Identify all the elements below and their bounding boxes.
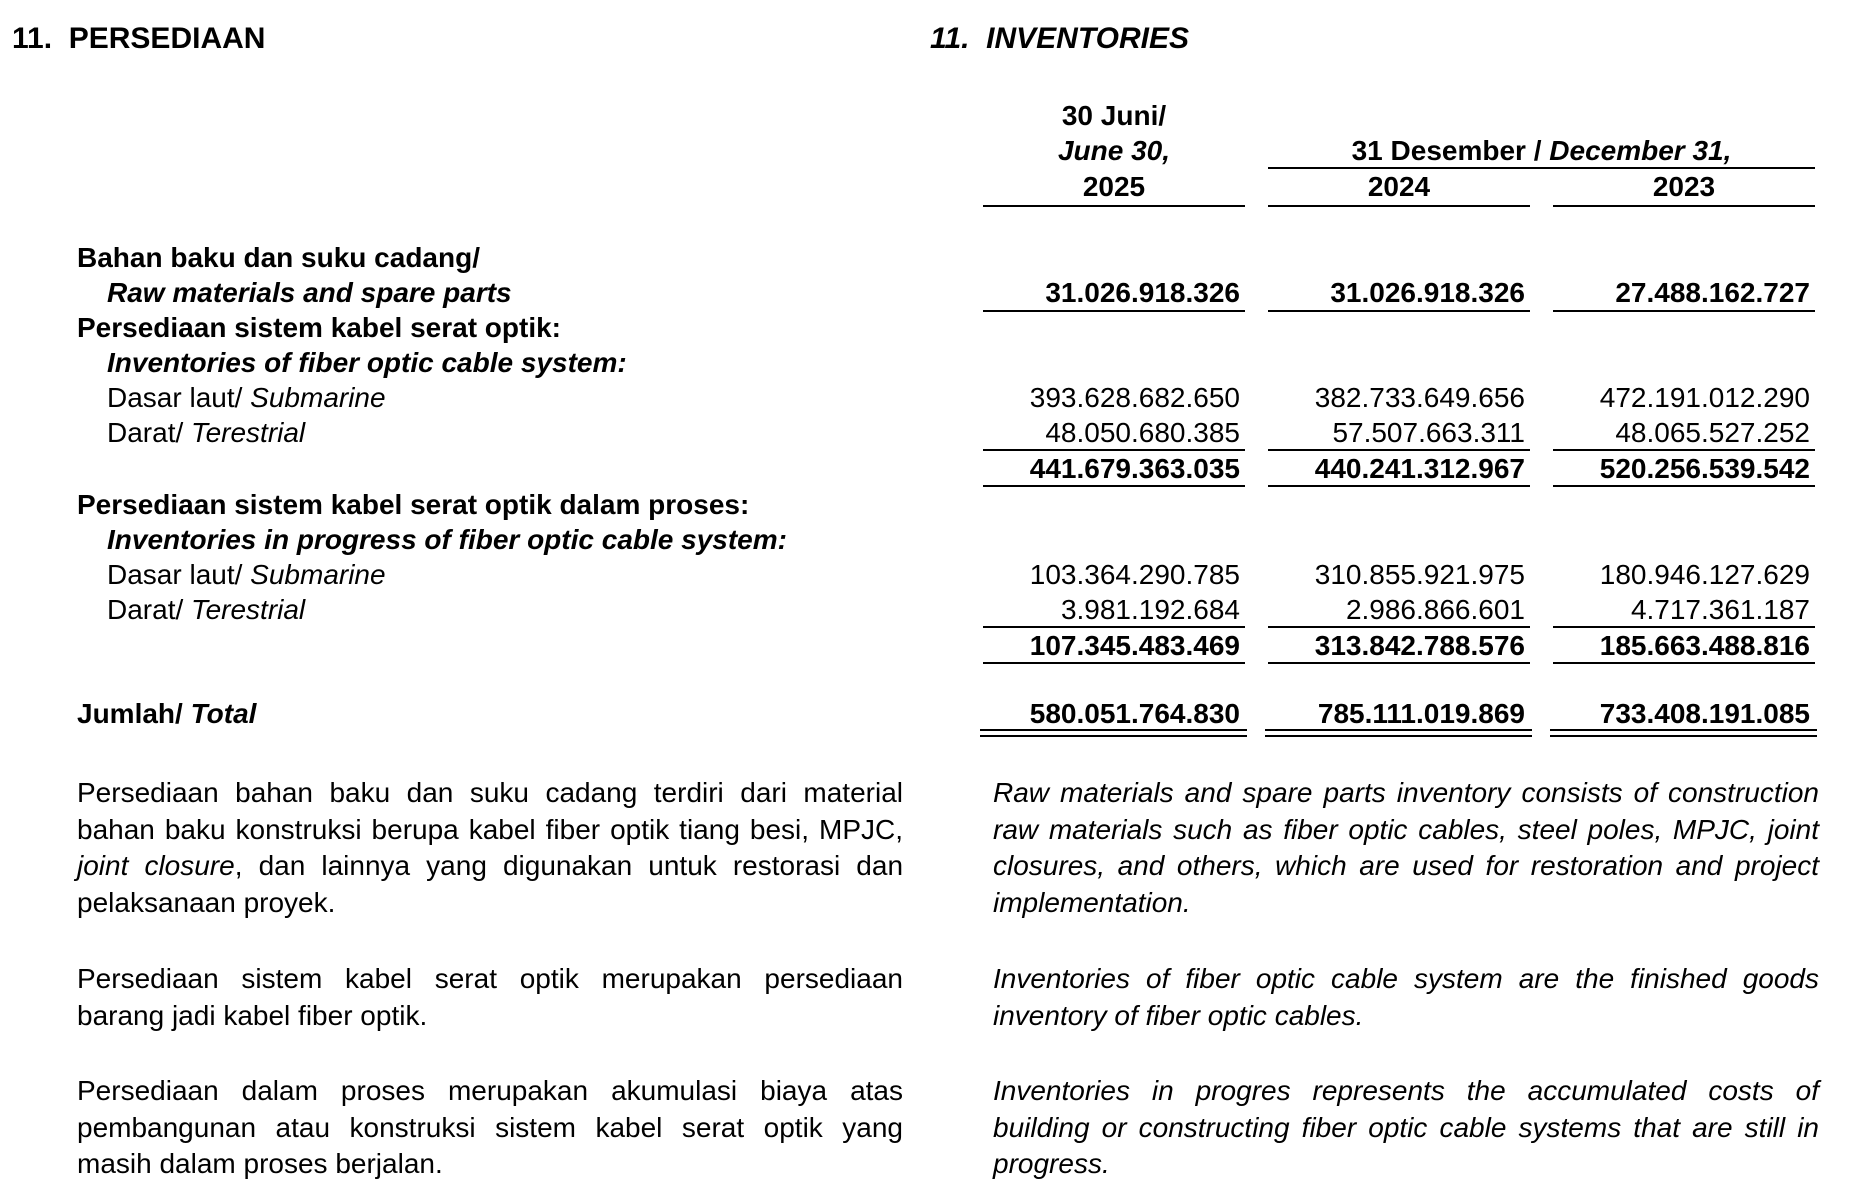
row-wip-label-id: Persediaan sistem kabel serat optik dalam proses: <box>77 489 750 520</box>
note-raw-id-part1: Persediaan bahan baku dan suku cadang terdiri dari material bahan baku konstruksi berupa kabel fiber optik tiang besi, MPJC, <box>77 777 903 845</box>
row-wip-total-2025: 107.345.483.469 <box>1029 630 1240 661</box>
row-fos-submarine-label-id: Dasar laut/ <box>107 382 251 413</box>
rule-raw-col3 <box>1553 310 1815 312</box>
row-fos-submarine-label <box>107 380 386 415</box>
row-fos-terestrial-label-id: Darat/ <box>107 417 192 448</box>
double-rule-col2 <box>1265 729 1532 737</box>
section-title-id: PERSEDIAAN <box>68 22 266 55</box>
row-total-2023: 733.408.191.085 <box>1599 698 1810 729</box>
section-title-en: INVENTORIES <box>986 22 1189 55</box>
row-fos-terestrial-2023: 48.065.527.252 <box>1615 417 1810 448</box>
double-rule-col1 <box>980 729 1247 737</box>
rule-fos-total-col1 <box>983 485 1245 487</box>
row-wip-terestrial-2024: 2.986.866.601 <box>1345 594 1525 625</box>
row-fos-submarine-2024: 382.733.649.656 <box>1314 382 1525 413</box>
note-raw-id-part2: , dan lainnya yang digunakan untuk restorasi dan pelaksanaan proyek. <box>77 850 904 918</box>
group-header-id: 31 Desember / <box>1351 135 1550 166</box>
rule-wip-total-col3 <box>1553 662 1815 664</box>
note-fos-en: Inventories of fiber optic cable system are the finished goods inventory of fiber optic cables. <box>993 963 1819 1031</box>
row-total-label-id: Jumlah/ <box>77 698 191 729</box>
row-raw-label-en: Raw materials and spare parts <box>107 277 512 308</box>
col1-header-rule <box>983 205 1245 207</box>
row-wip-terestrial-label-id: Darat/ <box>107 594 192 625</box>
note-wip-en: Inventories in progres represents the accumulated costs of building or constructing fiber optic cable systems that are still in progress. <box>993 1075 1819 1179</box>
col1-header-year: 2025 <box>1082 171 1146 202</box>
row-wip-submarine-2023: 180.946.127.629 <box>1599 559 1810 590</box>
note-raw-id <box>77 775 903 921</box>
row-fos-label-id: Persediaan sistem kabel serat optik: <box>77 312 561 343</box>
row-fos-total-2023: 520.256.539.542 <box>1599 453 1810 484</box>
col1-header-line1: 30 Juni/ <box>1061 100 1167 131</box>
row-total-2024: 785.111.019.869 <box>1317 698 1525 729</box>
note-raw-en: Raw materials and spare parts inventory consists of construction raw materials such as fiber optic cables, steel poles, MPJC, joint closures, and others, which are used for restoration and project implementation. <box>993 777 1819 918</box>
row-fos-submarine-label-en: Submarine <box>250 382 386 413</box>
row-fos-total-2025: 441.679.363.035 <box>1029 453 1240 484</box>
col3-header-rule <box>1553 205 1815 207</box>
col2-header-rule <box>1268 205 1530 207</box>
row-fos-submarine-2025: 393.628.682.650 <box>1029 382 1240 413</box>
row-wip-total-2024: 313.842.788.576 <box>1314 630 1525 661</box>
row-total-label-en: Total <box>190 698 257 729</box>
note-fos-id: Persediaan sistem kabel serat optik merupakan persediaan barang jadi kabel fiber optik. <box>77 963 903 1031</box>
section-heading-left <box>12 22 265 56</box>
row-fos-submarine-2023: 472.191.012.290 <box>1599 382 1810 413</box>
col3-header-year: 2023 <box>1652 171 1716 202</box>
rule-fos-total-col3 <box>1553 485 1815 487</box>
row-fos-terestrial-label <box>107 415 305 450</box>
row-wip-terestrial-label <box>107 592 305 627</box>
row-fos-terestrial-label-en: Terestrial <box>191 417 306 448</box>
row-wip-submarine-2025: 103.364.290.785 <box>1029 559 1240 590</box>
row-total-label <box>77 696 256 731</box>
row-fos-terestrial-2025: 48.050.680.385 <box>1045 417 1240 448</box>
note-wip-id: Persediaan dalam proses merupakan akumulasi biaya atas pembangunan atau konstruksi sistem kabel serat optik yang masih dalam proses berjalan. <box>77 1075 903 1179</box>
row-wip-label-en: Inventories in progress of fiber optic cable system: <box>107 524 787 555</box>
row-fos-label-en: Inventories of fiber optic cable system: <box>107 347 627 378</box>
rule-fos-total-col2 <box>1268 485 1530 487</box>
double-rule-col3 <box>1550 729 1817 737</box>
note-raw-id-italic: joint closure <box>77 850 235 881</box>
row-wip-submarine-label-en: Submarine <box>250 559 386 590</box>
group-header-december <box>1268 133 1815 168</box>
row-raw-value-2024: 31.026.918.326 <box>1330 277 1525 308</box>
rule-raw-col1 <box>983 310 1245 312</box>
group-header-en: December 31, <box>1549 135 1732 166</box>
row-wip-submarine-label <box>107 557 386 592</box>
section-number: 11. <box>12 22 53 55</box>
rule-wip-total-col1 <box>983 662 1245 664</box>
row-fos-total-2024: 440.241.312.967 <box>1314 453 1525 484</box>
row-wip-terestrial-label-en: Terestrial <box>191 594 306 625</box>
row-wip-terestrial-2023: 4.717.361.187 <box>1630 594 1810 625</box>
row-raw-value-2023: 27.488.162.727 <box>1615 277 1810 308</box>
section-heading-right <box>930 22 1189 56</box>
row-fos-terestrial-2024: 57.507.663.311 <box>1332 417 1525 448</box>
col2-header-year: 2024 <box>1367 171 1431 202</box>
rule-wip-total-col2 <box>1268 662 1530 664</box>
row-total-2025: 580.051.764.830 <box>1029 698 1240 729</box>
rule-raw-col2 <box>1268 310 1530 312</box>
row-wip-submarine-2024: 310.855.921.975 <box>1314 559 1525 590</box>
row-raw-label-id: Bahan baku dan suku cadang/ <box>77 242 480 273</box>
row-wip-submarine-label-id: Dasar laut/ <box>107 559 251 590</box>
section-number-en: 11. <box>930 22 970 55</box>
row-wip-terestrial-2025: 3.981.192.684 <box>1060 594 1240 625</box>
col1-header-line2: June 30, <box>1057 135 1171 166</box>
row-raw-value-2025: 31.026.918.326 <box>1045 277 1240 308</box>
row-wip-total-2023: 185.663.488.816 <box>1599 630 1810 661</box>
